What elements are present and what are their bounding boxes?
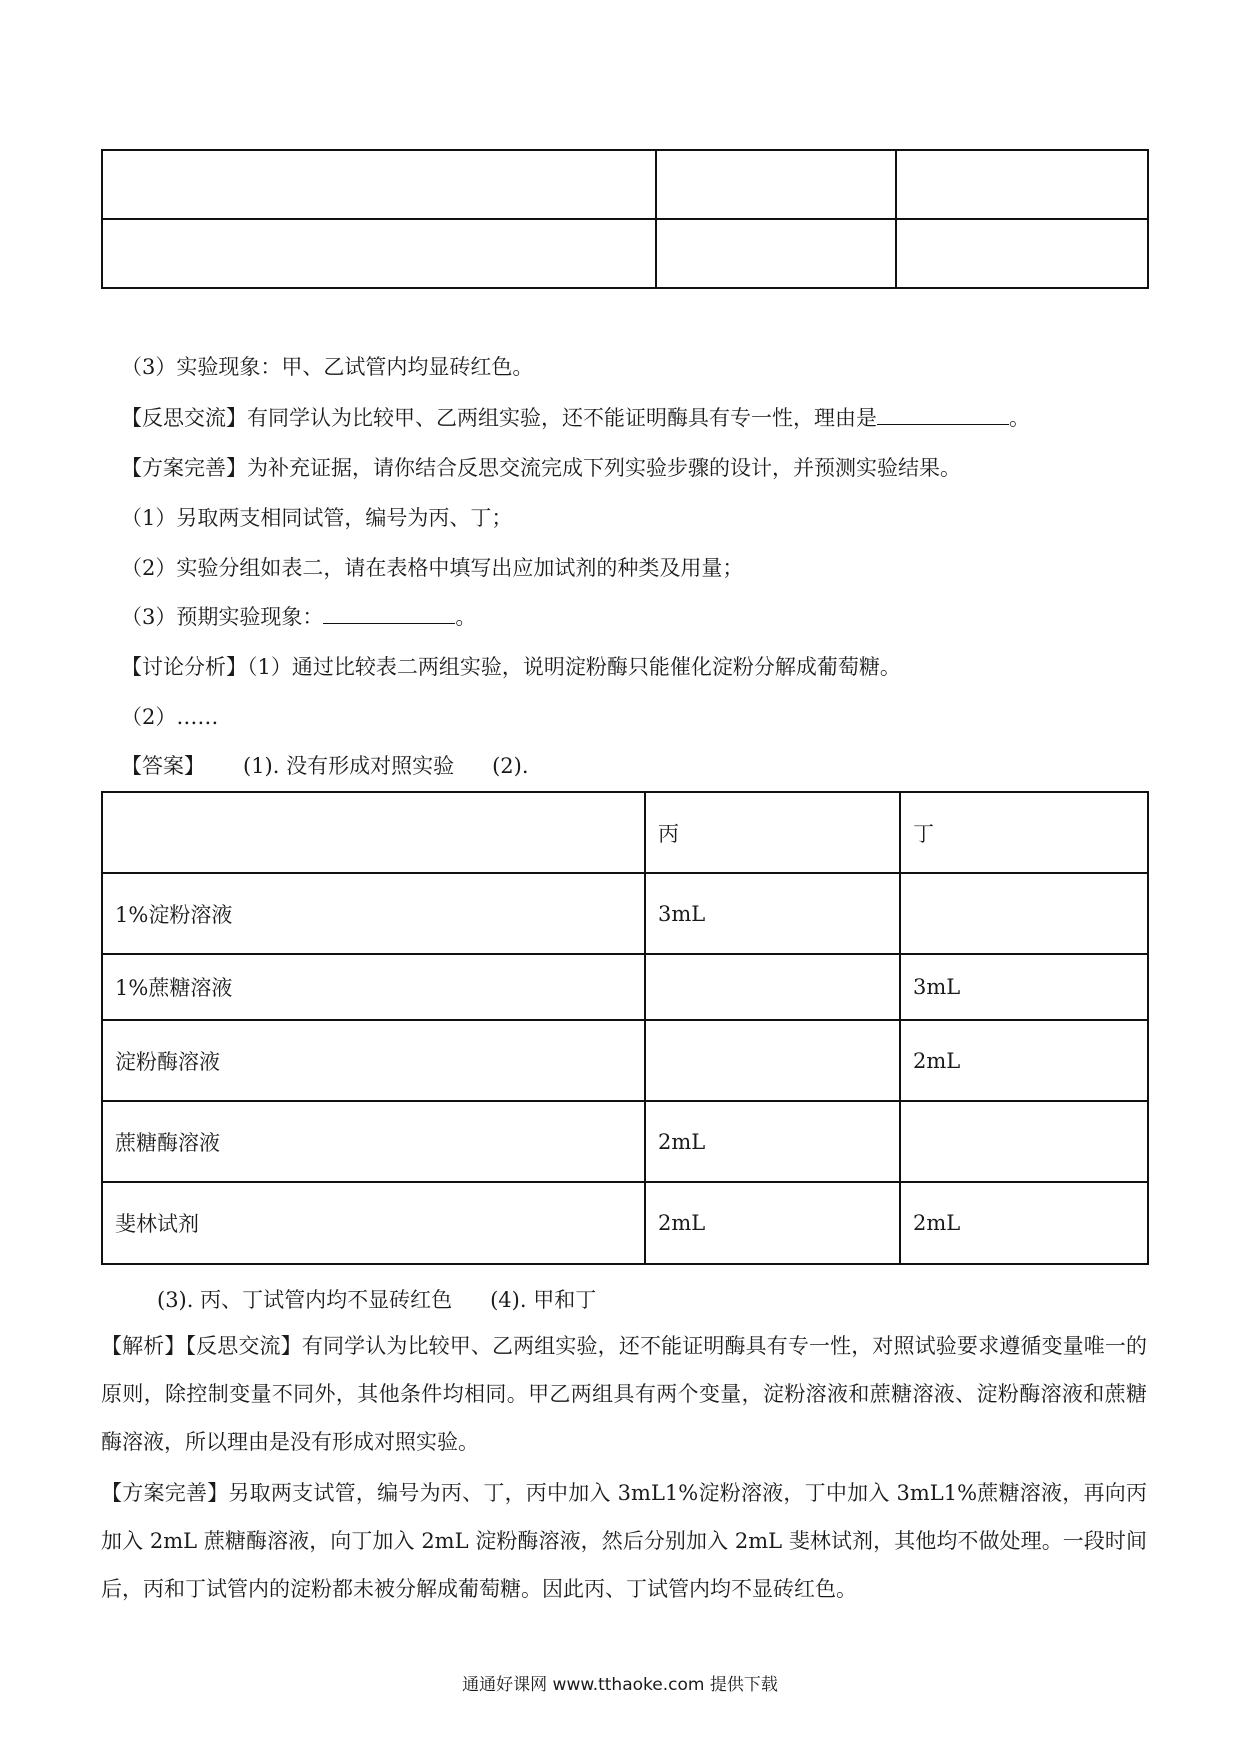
amount-cell: [645, 954, 900, 1020]
amount-cell: 3mL: [645, 873, 900, 954]
header-cell: 丁: [900, 792, 1148, 873]
answer-blank: [877, 404, 1009, 425]
answer-2: (2).: [492, 754, 529, 778]
reagent-cell: 淀粉酶溶液: [102, 1020, 645, 1101]
step1-line: （1）另取两支相同试管，编号为丙、丁；: [121, 506, 513, 530]
answer-table: [101, 791, 1149, 1265]
plan-paragraph: 【方案完善】另取两支试管，编号为丙、丁，丙中加入 3mL1%淀粉溶液，丁中加入 3mL1%蔗糖溶液，再向丙加入 2mL 蔗糖酶溶液，向丁加入 2mL 淀粉酶溶液，然后分别加入 2mL 斐林试剂，其他均不做处理。一段时间后，丙和丁试管内的淀粉都未被分解成葡萄糖。因此丙、丁试管内均不显砖红色。: [101, 1481, 1147, 1601]
reagent-cell: 斐林试剂: [102, 1182, 645, 1264]
table-row: [102, 1101, 1148, 1182]
answer-line-2: [157, 1284, 596, 1314]
amount-cell: 2mL: [900, 1020, 1148, 1101]
table-cell: [896, 150, 1148, 219]
discuss2-line: （2）……: [121, 705, 219, 729]
answer-label: 【答案】: [121, 754, 205, 778]
plan-line: 【方案完善】为补充证据，请你结合反思交流完成下列实验步骤的设计，并预测实验结果。: [121, 456, 961, 480]
amount-cell: [645, 1020, 900, 1101]
phenomenon-line: （3）实验现象：甲、乙试管内均显砖红色。: [121, 355, 534, 379]
table-cell: [656, 150, 896, 219]
answer-3: (3). 丙、丁试管内均不显砖红色: [157, 1288, 453, 1312]
answer-1: (1). 没有形成对照实验: [243, 754, 455, 778]
table-row: [102, 1182, 1148, 1264]
table-row: [102, 219, 1148, 288]
table-row: [102, 873, 1148, 954]
table-cell: [102, 150, 656, 219]
reflect-text: 【反思交流】有同学认为比较甲、乙两组实验，还不能证明酶具有专一性，理由是: [121, 406, 877, 430]
table-row: [102, 150, 1148, 219]
reflect-line: [121, 402, 1030, 432]
amount-cell: 2mL: [900, 1182, 1148, 1264]
table-row: [102, 954, 1148, 1020]
step3-end: 。: [455, 605, 477, 629]
footer-text: 通通好课网 www.tthaoke.com 提供下载: [462, 1675, 778, 1695]
header-cell: 丙: [645, 792, 900, 873]
amount-cell: [900, 873, 1148, 954]
table-cell: [896, 219, 1148, 288]
amount-cell: [900, 1101, 1148, 1182]
reagent-cell: 1%蔗糖溶液: [102, 954, 645, 1020]
reflect-end: 。: [1009, 406, 1030, 430]
analysis-paragraph: 【解析】【反思交流】有同学认为比较甲、乙两组实验，还不能证明酶具有专一性，对照试验要求遵循变量唯一的原则，除控制变量不同外，其他条件均相同。甲乙两组具有两个变量，淀粉溶液和蔗糖溶液、淀粉酶溶液和蔗糖酶溶液，所以理由是没有形成对照实验。: [101, 1334, 1147, 1454]
amount-cell: 2mL: [645, 1101, 900, 1182]
header-cell: [102, 792, 645, 873]
table-header-row: [102, 792, 1148, 873]
reagent-cell: 蔗糖酶溶液: [102, 1101, 645, 1182]
table-cell: [102, 219, 656, 288]
answer-4: (4). 甲和丁: [490, 1288, 597, 1312]
step2-line: （2）实验分组如表二，请在表格中填写出应加试剂的种类及用量；: [121, 556, 744, 580]
top-table: [101, 149, 1149, 289]
reagent-cell: 1%淀粉溶液: [102, 873, 645, 954]
table-cell: [656, 219, 896, 288]
discuss-line: 【讨论分析】（1）通过比较表二两组实验，说明淀粉酶只能催化淀粉分解成葡萄糖。: [121, 655, 901, 679]
step3-text: （3）预期实验现象：: [121, 605, 324, 629]
answer-blank: [323, 603, 455, 624]
amount-cell: 2mL: [645, 1182, 900, 1264]
answer-line: [121, 750, 529, 780]
step3-line: [121, 601, 476, 631]
table-row: [102, 1020, 1148, 1101]
amount-cell: 3mL: [900, 954, 1148, 1020]
